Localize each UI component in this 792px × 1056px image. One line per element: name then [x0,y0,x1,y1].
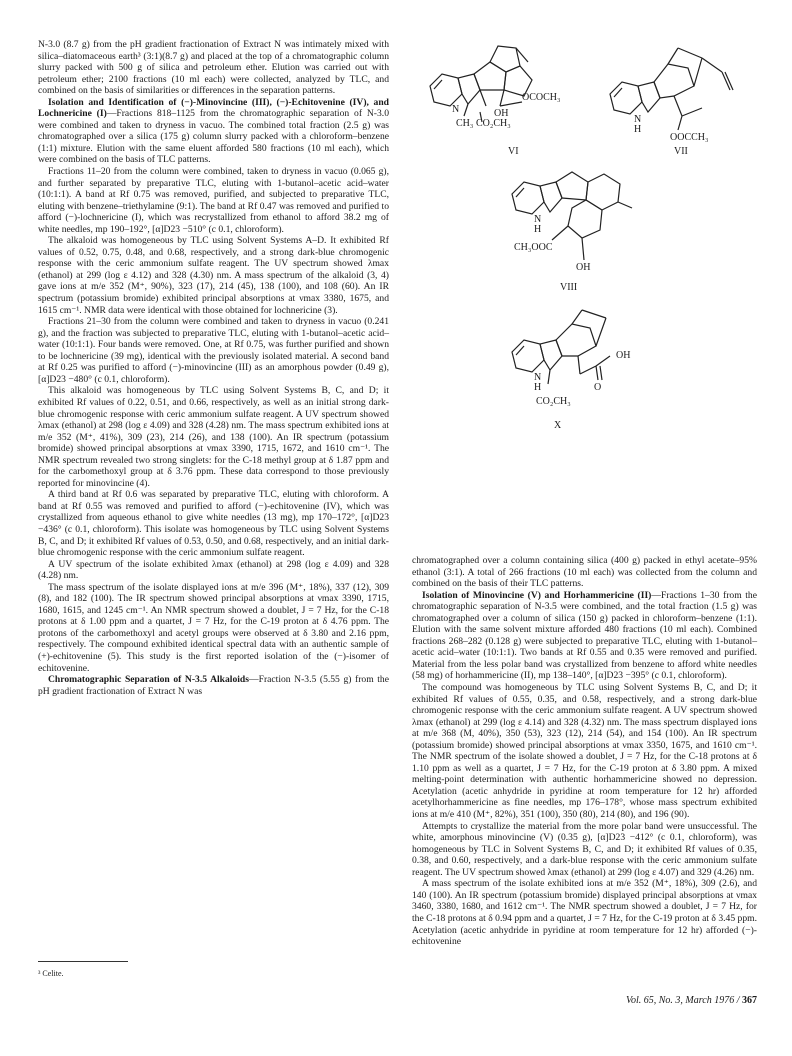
label-compound-x: X [554,420,562,431]
paragraph: A mass spectrum of the isolate exhibited ions at m/e 352 (M⁺, 18%), 309 (2.6), and 140 (100). An IR spectrum (potassium bromide) displayed principal absorptions at νmax 3460, 3380, 1680, and 1612 cm⁻¹. The NMR spectrum showed a doublet, J = 7 Hz, for the C-18 protons at δ 0.94 ppm and a quartet, J = 7 Hz, for the C-19 proton at δ 3.45 ppm. Acetylation (acetic anhydride in pyridine at room temperature for 12 hr) afforded (−)-echitovenine [412,878,757,948]
label-ch3ooc: CH₃OOC [514,242,553,253]
label-ch3: CH₃ [456,118,474,129]
structure-vi [430,46,532,122]
label-o: O [594,382,602,393]
journal-citation: Vol. 65, No. 3, March 1976 [625,995,735,1006]
label-n: N [452,104,460,115]
structure-vii [610,48,733,130]
section-heading: Isolation and Identification of (−)-Minovincine (III), (−)-Echitovenine (IV), and Lochnericine (I) [38,96,389,120]
structure-drawings [412,34,757,546]
label-h: H [534,224,542,235]
paragraph-text: —Fraction N-3.5 (5.55 g) from the pH gradient fractionation of Extract N was [38,674,389,697]
paragraph: N-3.0 (8.7 g) from the pH gradient fractionation of Extract N was intimately mixed with silica–diatomaceous earth³ (3:1)(8.7 g) and placed at the top of a chromatographic column slurry packed with 500 g of silica and petroleum ether. Elution was carried out with petroleum ether; 2100 fractions (10 ml each) were collected, analyzed by TLC, and combined on the basis of similarities or differences in the separation patterns. [38,39,389,97]
structures-figure [412,34,757,546]
right-column [412,555,757,948]
structure-x [512,310,610,384]
section-paragraph [412,590,757,682]
section-paragraph [38,674,389,697]
section-heading: Chromatographic Separation of N-3.5 Alkaloids [48,674,250,686]
footnote-divider [38,961,128,962]
paragraph: The mass spectrum of the isolate displayed ions at m/e 396 (M⁺, 18%), 337 (12), 309 (8), and 182 (100). The IR spectrum showed principal absorptions at νmax 3390, 1715, 1680, 1615, and 1245 cm⁻¹. An NMR spectrum showed a doublet, J = 7 Hz, for the C-18 protons at δ 1.00 ppm and a quartet, J = 7 Hz, for the C-19 proton at δ 4.76 ppm. The protons of the carbomethoxyl and acetyl groups were observed at δ 3.80 and 2.16 ppm, respectively. The compound exhibited identical spectral data with an authentic sample of (+)-echitovenine (5). This study is the first reported isolation of the (−)-isomer of echitovenine. [38,581,389,674]
label-co2ch3: CO₂CH₃ [476,118,511,129]
section-paragraph [38,97,389,166]
paragraph: The compound was homogeneous by TLC using Solvent Systems B, C, and D; it exhibited Rf values of 0.55, 0.35, and 0.58, respectively, and a strong dark-blue chromogenic response with the ceric ammonium sulfate reagent. A UV spectrum showed λmax (ethanol) at 299 (log ε 4.14) and 328 (4.32) nm. The mass spectrum displayed ions at m/e 368 (M, 40%), 350 (53), 323 (12), 214 (54), and 154 (100). An IR spectrum (potassium bromide) showed principal absorptions at νmax 3350, 1675, and 1610 cm⁻¹. The NMR spectrum of the isolate showed a doublet, J = 7 Hz, for the C-18 protons at δ 1.10 ppm as well as a quartet, J = 7 Hz, for the C-19 proton at δ 3.80 ppm. A mixed melting-point determination with authentic horhammericine showed no depression. Acetylation (acetic anhydride in pyridine at room temperature for 12 hr) afforded acetylhorhammericine as fine needles, mp 176–178°, whose mass spectrum exhibited ions at m/e 410 (M⁺, 82%), 351 (100), 350 (80), 214 (80), and 196 (90). [412,682,757,821]
paragraph: The alkaloid was homogeneous by TLC using Solvent Systems A–D. It exhibited Rf values of 0.52, 0.75, 0.48, and 0.68, respectively, and a strong dark-blue chromogenic response with the ceric ammonium sulfate reagent. The UV spectrum showed λmax (ethanol) at 299 (log ε 4.12) and 328 (4.30) nm. A mass spectrum of the alkaloid (3, 4) gave ions at m/e 352 (M⁺, 90%), 323 (17), 214 (45), 138 (100), and 108 (60). An IR spectrum (potassium bromide) exhibited principal absorptions at νmax 3380, 1675, and 1615 cm⁻¹. NMR data were identical with those obtained for lochnericine (3). [38,235,389,316]
paragraph: A third band at Rf 0.6 was separated by preparative TLC, eluting with chloroform. A band at Rf 0.55 was removed and purified to afford (−)-echitovenine (IV), which was crystallized from aqueous ethanol to give white needles (13 mg), mp 170–172°, [α]D23 −436° (c 0.1, chloroform). This isolate was homogeneous by TLC using Solvent Systems B, C, and D; it exhibited Rf values of 0.53, 0.50, and 0.68, respectively, and an initial dark-blue chromogenic response with the ceric ammonium sulfate reagent. [38,489,389,559]
page-footer: Vol. 65, No. 3, March 1976 / 367 [625,995,757,1006]
paragraph: Attempts to crystallize the material from the more polar band were unsuccessful. The white, amorphous minovincine (V) (0.35 g), [α]D23 −412° (c 0.1, chloroform), was homogeneous by TLC in Solvent Systems B, C, and D; it exhibited Rf values of 0.35, 0.38, and 0.60, respectively, and a dark-blue response with the ceric ammonium sulfate reagent. The UV spectrum showed λmax (ethanol) at 299 (log ε 4.07) and 329 (4.26) nm. [412,820,757,878]
paragraph-text: —Fractions 818–1125 from the chromatographic separation of N-3.0 were combined and taken to dryness in vacuo. The combined total fraction (2.5 g) was chromatographed over a silica (175 g) column slurry packed with a chloroform–benzene (1:1) mixture. Elution with the same eluent afforded 580 fractions (10 ml each), which were combined on the basis of TLC patterns. [38,108,389,166]
label-h: H [534,382,542,393]
left-column [38,39,389,697]
paragraph: A UV spectrum of the isolate exhibited λmax (ethanol) at 298 (log ε 4.09) and 328 (4.28) nm. [38,558,389,582]
label-oh: OH [576,262,591,273]
paragraph: Fractions 11–20 from the column were combined, taken to dryness in vacuo (0.065 g), and further separated by preparative TLC, eluting with 1-butanol–acetic acid–water (10:1:1). A band at Rf 0.75 was removed, purified, and subjected to preparative TLC, eluting with benzene–triethylamine (9:1). The band at Rf 0.47 was removed and purified to afford (−)-lochnericine (I), which was recrystallized from ethanol to afford 38.2 mg of white needles, mp 190–192°, [α]D23 −510° (c 0.1, chloroform). [38,166,389,235]
label-compound-vii: VII [674,146,688,157]
footnote: ³ Celite. [38,969,64,978]
label-ooccH3: OOCCH₃ [670,132,709,143]
section-heading: Isolation of Minovincine (V) and Horhammericine (II) [422,589,652,601]
label-compound-viii: VIII [560,282,578,293]
label-n: N [634,114,642,125]
label-n: N [534,214,542,225]
label-compound-vi: VI [508,146,519,157]
paragraph-text: —Fractions 1–30 from the chromatographic separation of N-3.5 were combined, and the total fraction (1.5 g) was chromatographed over a column of silica (150 g) packed in chloroform–benzene (1:1). Elution with the same solvent mixture afforded 480 fractions (10 ml each). Combined fractions 268–282 (0.128 g) were subjected to preparative TLC, eluting with 1-butanol–acetic acid–water (10:1:1). Two bands at Rf 0.55 and 0.35 were removed and purified. Material from the less polar band was crystallized from benzene to afford white needles (58 mg) of horhammericine (II), mp 138–140°, [α]D23 −395° (c 0.1, chloroform). [412,589,757,682]
label-n: N [534,372,542,383]
paragraph: This alkaloid was homogeneous by TLC using Solvent Systems B, C, and D; it exhibited Rf values of 0.22, 0.51, and 0.66, respectively, as well as an initial strong dark-blue chromogenic response with ceric ammonium sulfate reagent. A UV spectrum showed λmax (ethanol) at 298 (log ε 4.09) and 328 (4.28) nm. The mass spectrum exhibited ions at m/e 352 (M⁺, 41%), 309 (23), 214 (26), and 138 (100). An IR spectrum (potassium bromide) showed principal absorptions at νmax 3390, 1715, 1672, and 1610 cm⁻¹. The NMR spectrum revealed two strong singlets: for the C-18 methyl group at δ 1.87 ppm and for the carbomethoxyl group at δ 3.76 ppm. These data correspond to those previously reported for minovincine (4). [38,385,389,489]
label-ococh3: OCOCH₃ [522,92,561,103]
label-oh: OH [494,108,509,119]
label-co2ch3: CO₂CH₃ [536,396,571,407]
page-number: 367 [742,995,757,1006]
paragraph: chromatographed over a column containing silica (400 g) packed in ethyl acetate–95% ethanol (3:1). A total of 266 fractions (10 ml each) was collected from the column and combined on the basis of their TLC patterns. [412,555,757,590]
label-oh: OH [616,350,631,361]
label-h: H [634,124,642,135]
paragraph: Fractions 21–30 from the column were combined and taken to dryness in vacuo (0.241 g), and the fraction was subjected to preparative TLC, eluting with 1-butanol–acetic acid–water (10:1:1). Four bands were removed. One, at Rf 0.75, was further purified and shown to be lochnericine (39 mg), identical with the previously isolated material. A second band at Rf 0.25 was purified to afford (−)-minovincine (III) as an amorphous powder (0.49 g), [α]D23 −480° (c 0.1, chloroform). [38,316,389,385]
